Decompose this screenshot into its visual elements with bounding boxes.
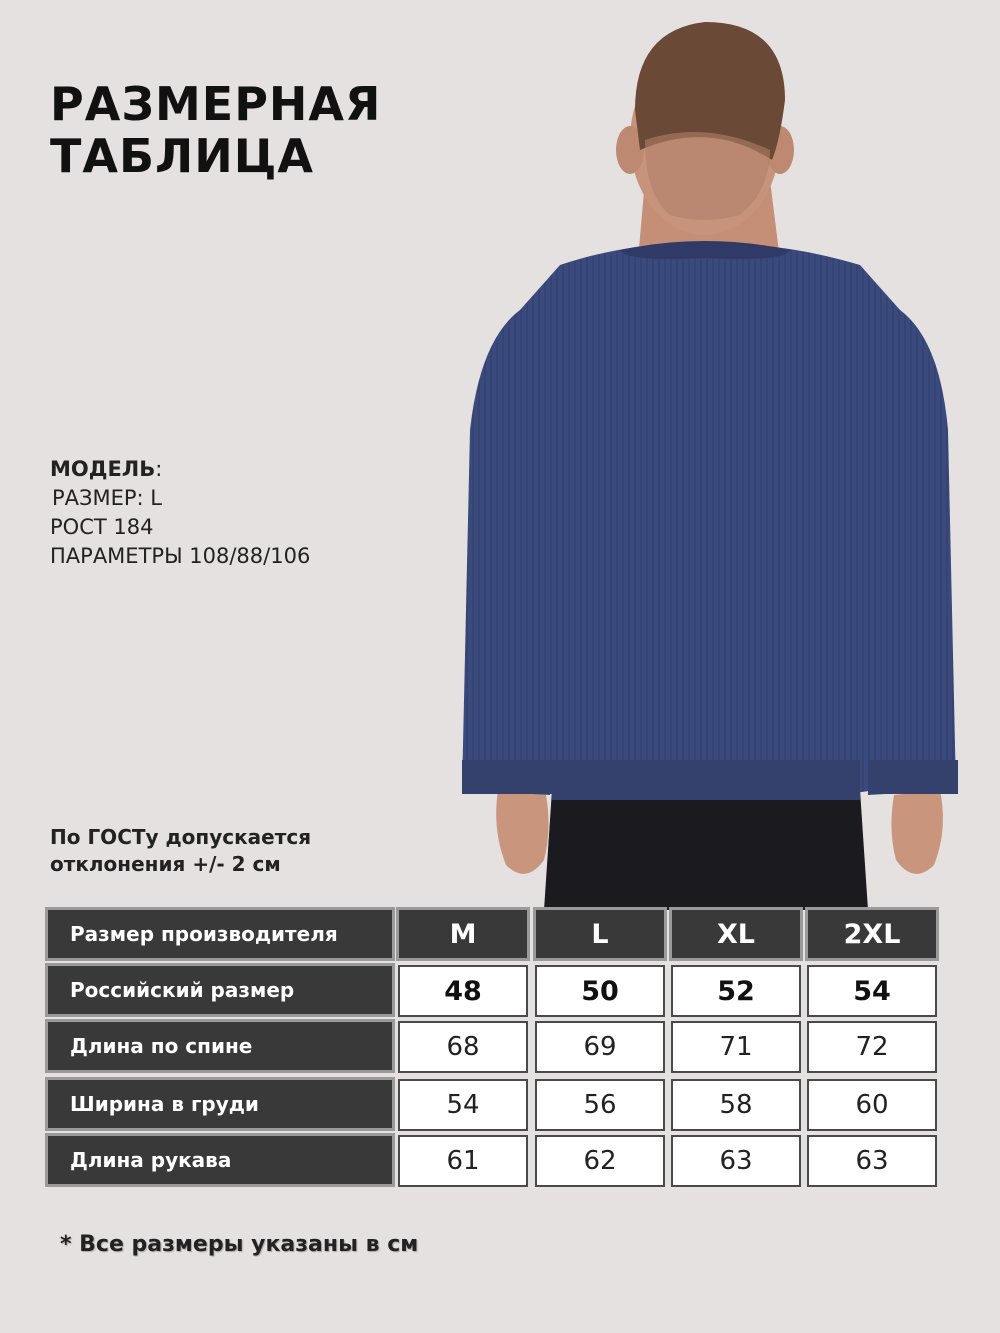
table-cell: 69 — [535, 1021, 665, 1073]
table-cell: 56 — [535, 1079, 665, 1131]
size-head-l: L — [533, 907, 667, 961]
table-cell: 58 — [671, 1079, 801, 1131]
table-cell: 52 — [671, 965, 801, 1017]
size-head-xl: XL — [669, 907, 803, 961]
tolerance-line-1: По ГОСТу допускается — [50, 825, 312, 849]
table-cell: 71 — [671, 1021, 801, 1073]
row-label-chest-width: Ширина в груди — [45, 1077, 395, 1131]
row-label-back-length: Длина по спине — [45, 1019, 395, 1073]
model-size: РАЗМЕР: L — [52, 486, 162, 510]
table-cell: 62 — [535, 1135, 665, 1187]
model-info — [50, 455, 310, 571]
table-cell: 63 — [807, 1135, 937, 1187]
tolerance-line-2: отклонения +/- 2 см — [50, 852, 281, 876]
table-cell: 60 — [807, 1079, 937, 1131]
title-line-1: РАЗМЕРНАЯ — [50, 77, 382, 131]
title-line-2: ТАБЛИЦА — [50, 129, 315, 183]
size-head-m: M — [396, 907, 530, 961]
row-label-russian-size: Российский размер — [45, 963, 395, 1017]
model-params: ПАРАМЕТРЫ 108/88/106 — [50, 544, 311, 568]
model-photo — [440, 0, 1000, 910]
model-label: МОДЕЛЬ — [50, 457, 156, 481]
table-cell: 68 — [398, 1021, 528, 1073]
table-cell: 63 — [671, 1135, 801, 1187]
row-label-sleeve-length: Длина рукава — [45, 1133, 395, 1187]
table-cell: 54 — [398, 1079, 528, 1131]
row-label-manufacturer-size: Размер производителя — [45, 907, 395, 961]
table-cell: 54 — [807, 965, 937, 1017]
table-cell: 61 — [398, 1135, 528, 1187]
model-label-line — [50, 455, 310, 484]
model-label-suffix: : — [155, 457, 163, 481]
table-cell: 72 — [807, 1021, 937, 1073]
tolerance-note — [50, 824, 311, 878]
size-head-2xl: 2XL — [805, 907, 939, 961]
table-cell: 48 — [398, 965, 528, 1017]
page-title — [50, 78, 381, 182]
table-cell: 50 — [535, 965, 665, 1017]
footnote: * Все размеры указаны в см — [60, 1232, 419, 1257]
model-height: РОСТ 184 — [50, 515, 154, 539]
